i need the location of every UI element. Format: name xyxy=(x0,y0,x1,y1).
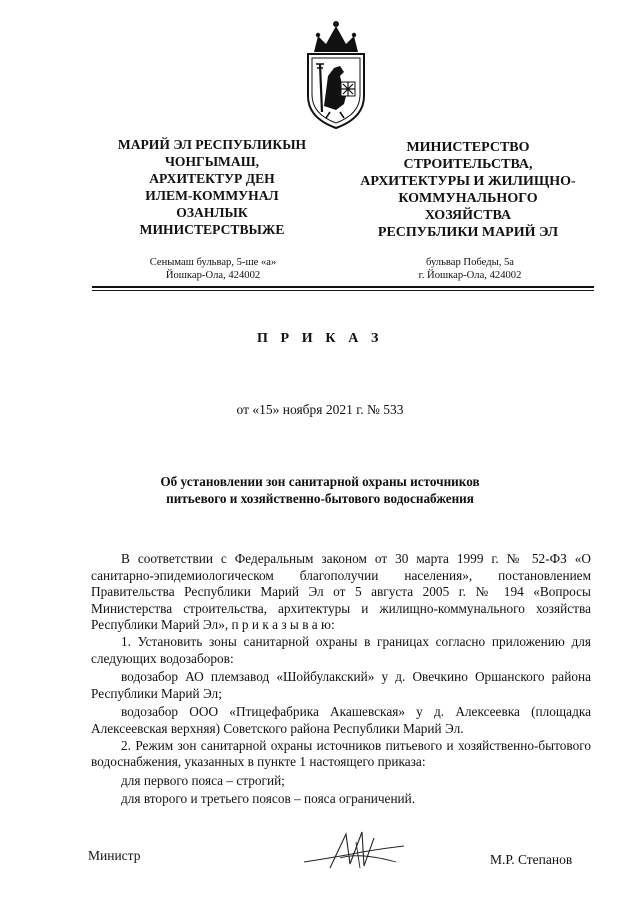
order-body xyxy=(91,551,591,808)
signatory-name: М.Р. Степанов xyxy=(490,852,573,867)
coat-of-arms-icon xyxy=(300,14,372,132)
ministry-name-mari-line-5: ОЗАНЛЫК xyxy=(176,205,248,220)
paragraph-item-1: 1. Установить зоны санитарной охраны в границах согласно приложению для следующих водозаборов: xyxy=(91,633,591,666)
ministry-name-russian-line-4: КОММУНАЛЬНОГО xyxy=(398,191,538,206)
paragraph-preamble: В соответствии с Федеральным законом от 30 марта 1999 г. № 52-ФЗ «О санитарно-эпидемиологическом благополучии населения», постановлением Правительства Республики Марий Эл от 5 августа 2005 г. № 194 «Вопросы Министерства строительства, архитектуры и жилищно-коммунального хозяйства Республики Марий Эл», п р и к а з ы в а ю: xyxy=(91,551,591,633)
ministry-name-russian-line-3: АРХИТЕКТУРЫ И ЖИЛИЩНО- xyxy=(360,174,576,189)
order-subject-line-1: Об установлении зон санитарной охраны источников xyxy=(160,474,480,489)
ministry-name-russian-line-5: ХОЗЯЙСТВА xyxy=(424,208,512,223)
address-russian-line-2: г. Йошкар-Ола, 424002 xyxy=(418,270,522,281)
ministry-name-russian xyxy=(344,139,592,241)
address-russian-line-1: бульвар Победы, 5а xyxy=(425,257,514,268)
header-divider-thin xyxy=(92,290,594,291)
address-mari-line-1: Сенымаш бульвар, 5-ше «а» xyxy=(149,257,277,268)
paragraph-zone-1: для первого пояса – строгий; xyxy=(121,772,285,788)
ministry-name-mari-line-4: ИЛЕМ-КОММУНАЛ xyxy=(145,188,279,203)
ministry-name-mari-line-1: МАРИЙ ЭЛ РЕСПУБЛИКЫН xyxy=(117,137,307,152)
ministry-name-russian-line-1: МИНИСТЕРСТВО xyxy=(406,140,530,155)
address-mari-line-2: Йошкар-Ола, 424002 xyxy=(165,270,261,281)
ministry-name-russian-line-6: РЕСПУБЛИКИ МАРИЙ ЭЛ xyxy=(377,225,559,240)
ministry-name-mari-line-6: МИНИСТЕРСТВЫЖЕ xyxy=(139,222,285,237)
order-subject xyxy=(110,473,530,507)
order-title: П Р И К А З xyxy=(256,331,384,346)
ministry-name-mari xyxy=(88,136,336,238)
paragraph-intake-1: водозабор АО племзавод «Шойбулакский» у д. Овечкино Оршанского района Республики Марий Эл; xyxy=(91,669,591,701)
paragraph-item-2: 2. Режим зон санитарной охраны источников питьевого и хозяйственно-бытового водоснабжения, указанных в пункте 1 настоящего приказа: xyxy=(91,737,591,770)
signatory-role: Министр xyxy=(88,848,141,863)
ministry-name-russian-line-2: СТРОИТЕЛЬСТВА, xyxy=(403,157,533,172)
handwritten-signature xyxy=(300,828,410,874)
order-subject-line-2: питьевого и хозяйственно-бытового водоснабжения xyxy=(166,491,474,506)
header-divider-thick xyxy=(92,286,594,288)
ministry-name-mari-line-2: ЧОНГЫМАШ, xyxy=(164,154,260,169)
address-russian xyxy=(360,256,580,282)
ministry-name-mari-line-3: АРХИТЕКТУР ДЕН xyxy=(149,171,275,186)
address-mari xyxy=(108,256,318,282)
paragraph-zone-2-3: для второго и третьего поясов – пояса ограничений. xyxy=(121,791,416,807)
order-date: от «15» ноября 2021 г. № 533 xyxy=(236,402,404,417)
paragraph-intake-2: водозабор ООО «Птицефабрика Акашевская» у д. Алексеевка (площадка Алексеевская верхняя) Советского района Республики Марий Эл. xyxy=(91,704,591,736)
